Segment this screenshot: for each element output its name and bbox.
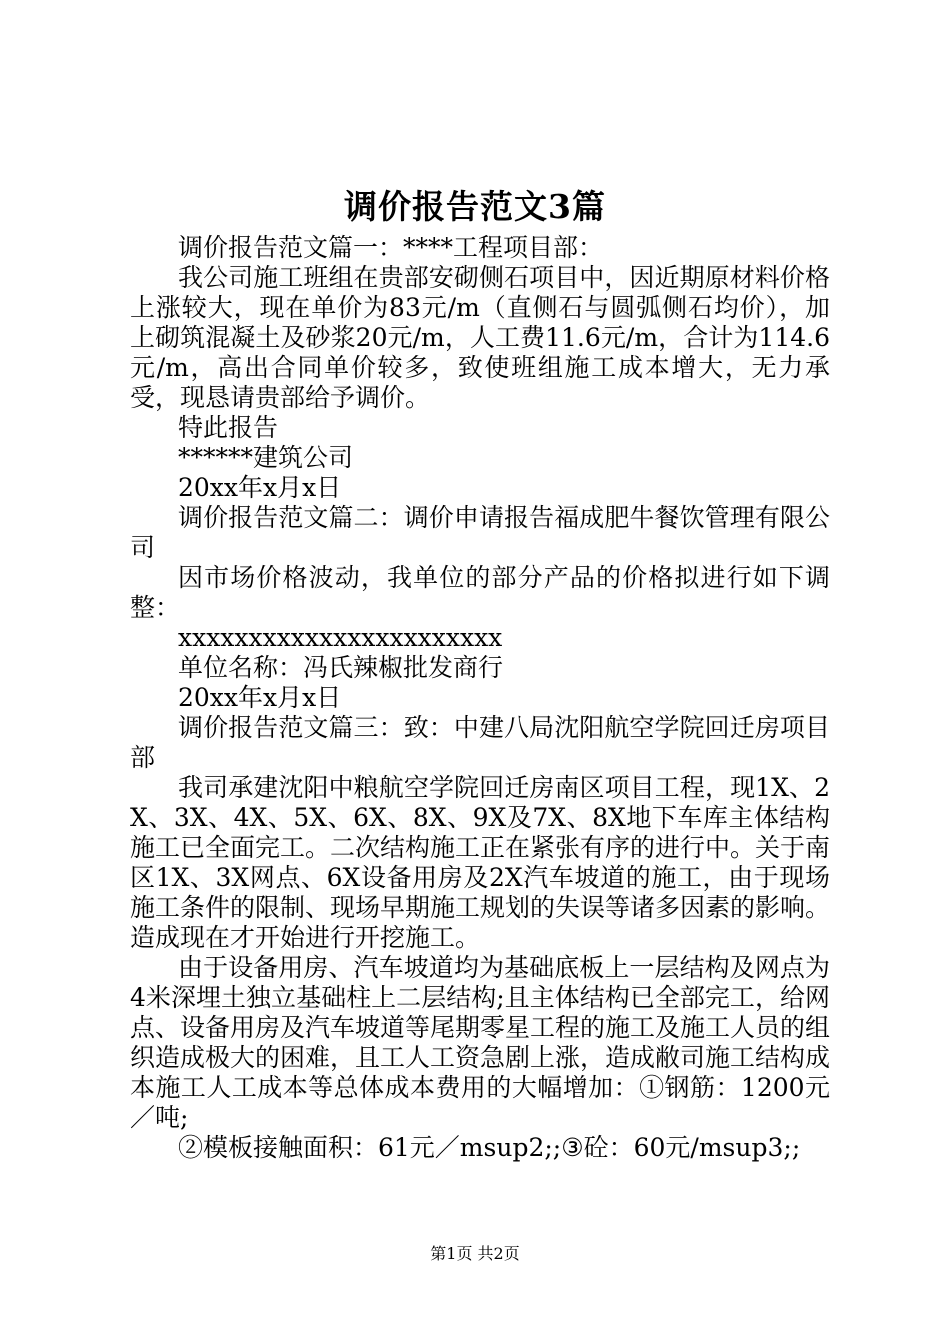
paragraph: 因市场价格波动，我单位的部分产品的价格拟进行如下调整： [130,563,830,622]
paragraph: 单位名称：冯氏辣椒批发商行 [178,653,504,682]
paragraph: 20xx年x月x日 [178,473,342,502]
paragraph: 由于设备用房、汽车坡道均为基础底板上一层结构及网点为4米深埋土独立基础柱上二层结构;且主体结构已全部完工，给网点、设备用房及汽车坡道等尾期零星工程的施工及施工人员的组织造成极大的困难，且工人工资急剧上涨，造成敝司施工结构成本施工人工成本等总体成本费用的大幅增加：①钢筋：1200元／吨; [130,953,831,1132]
paragraph: 20xx年x月x日 [178,683,342,712]
paragraph: xxxxxxxxxxxxxxxxxxxxxxx [178,623,503,652]
document-title: 调价报告范文3篇 [344,187,606,226]
paragraph: 调价报告范文篇一：****工程项目部： [178,233,604,262]
paragraph: ******建筑公司 [178,443,354,472]
paragraph: 我公司施工班组在贵部安砌侧石项目中，因近期原材料价格上涨较大，现在单价为83元/m（直侧石与圆弧侧石均价），加上砌筑混凝土及砂浆20元/m，人工费11.6元/m，合计为114.6元/m，高出合同单价较多，致使班组施工成本增大，无力承受，现恳请贵部给予调价。 [130,263,830,412]
document-body [130,233,830,1163]
page-footer: 第1页 共2页 [430,1244,520,1263]
paragraph: 调价报告范文篇二：调价申请报告福成肥牛餐饮管理有限公司 [130,503,830,562]
paragraph: 调价报告范文篇三：致：中建八局沈阳航空学院回迁房项目部 [130,713,830,772]
paragraph: 特此报告 [178,413,279,442]
paragraph: ②模板接触面积：61元／msup2;;③砼：60元/msup3;; [178,1133,801,1162]
paragraph: 我司承建沈阳中粮航空学院回迁房南区项目工程，现1X、2X、3X、4X、5X、6X、8X、9X及7X、8X地下车库主体结构施工已全面完工。二次结构施工正在紧张有序的进行中。关于南区1X、3X网点、6X设备用房及2X汽车坡道的施工，由于现场施工条件的限制、现场早期施工规划的失误等诸多因素的影响。造成现在才开始进行开挖施工。 [130,773,831,952]
